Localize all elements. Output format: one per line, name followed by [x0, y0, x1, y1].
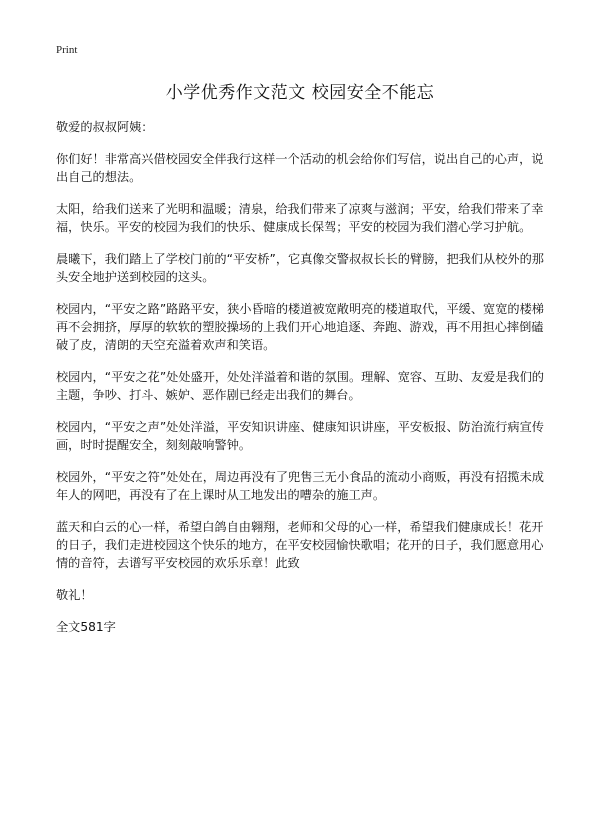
- paragraph: 太阳，给我们送来了光明和温暖；清泉，给我们带来了凉爽与滋润；平安，给我们带来了幸福，快乐。平安的校园为我们的快乐、健康成长保驾；平安的校园为我们潜心学习护航。: [56, 202, 544, 234]
- paragraph: 蓝天和白云的心一样，希望白鸽自由翱翔，老师和父母的心一样，希望我们健康成长！花开的日子，我们走进校园这个快乐的地方，在平安校园愉快歌唱；花开的日子，我们愿意用心情的音符，去谱写平安校园的欢乐乐章！此致: [56, 520, 544, 570]
- paragraph: 校园内，“平安之声”处处洋溢，平安知识讲座、健康知识讲座，平安板报、防治流行病宣传画，时时提醒安全，刻刻敲响警钟。: [56, 420, 544, 452]
- paragraph: 校园外，“平安之符”处处在，周边再没有了兜售三无小食品的流动小商贩，再没有招揽未成年人的网吧，再没有了在上课时从工地发出的嘈杂的施工声。: [56, 470, 544, 502]
- word-count: 全文581字: [56, 620, 116, 634]
- paragraph: 你们好！非常高兴借校园安全伴我行这样一个活动的机会给你们写信，说出自己的心声，说出自己的想法。: [56, 152, 544, 184]
- document-title: 小学优秀作文范文 校园安全不能忘: [165, 83, 435, 103]
- print-link[interactable]: Print: [56, 44, 78, 56]
- paragraph: 校园内，“平安之花”处处盛开，处处洋溢着和谐的氛围。理解、宽容、互助、友爱是我们的主题，争吵、打斗、嫉妒、恶作剧已经走出我们的舞台。: [56, 370, 544, 402]
- document-body: [56, 118, 552, 650]
- closing: 敬礼！: [56, 588, 93, 602]
- paragraph: 晨曦下，我们踏上了学校门前的“平安桥”，它真像交警叔叔长长的臂膀，把我们从校外的那头安全地护送到校园的这头。: [56, 252, 544, 284]
- salutation: 敬爱的叔叔阿姨：: [56, 120, 154, 134]
- paragraph: 校园内，“平安之路”路路平安，狭小昏暗的楼道被宽敞明亮的楼道取代，平缓、宽宽的楼梯再不会拥挤，厚厚的软软的塑胶操场的上我们开心地追逐、奔跑、游戏，再不用担心摔倒磕破了皮，清朗的天空充溢着欢声和笑语。: [56, 302, 544, 352]
